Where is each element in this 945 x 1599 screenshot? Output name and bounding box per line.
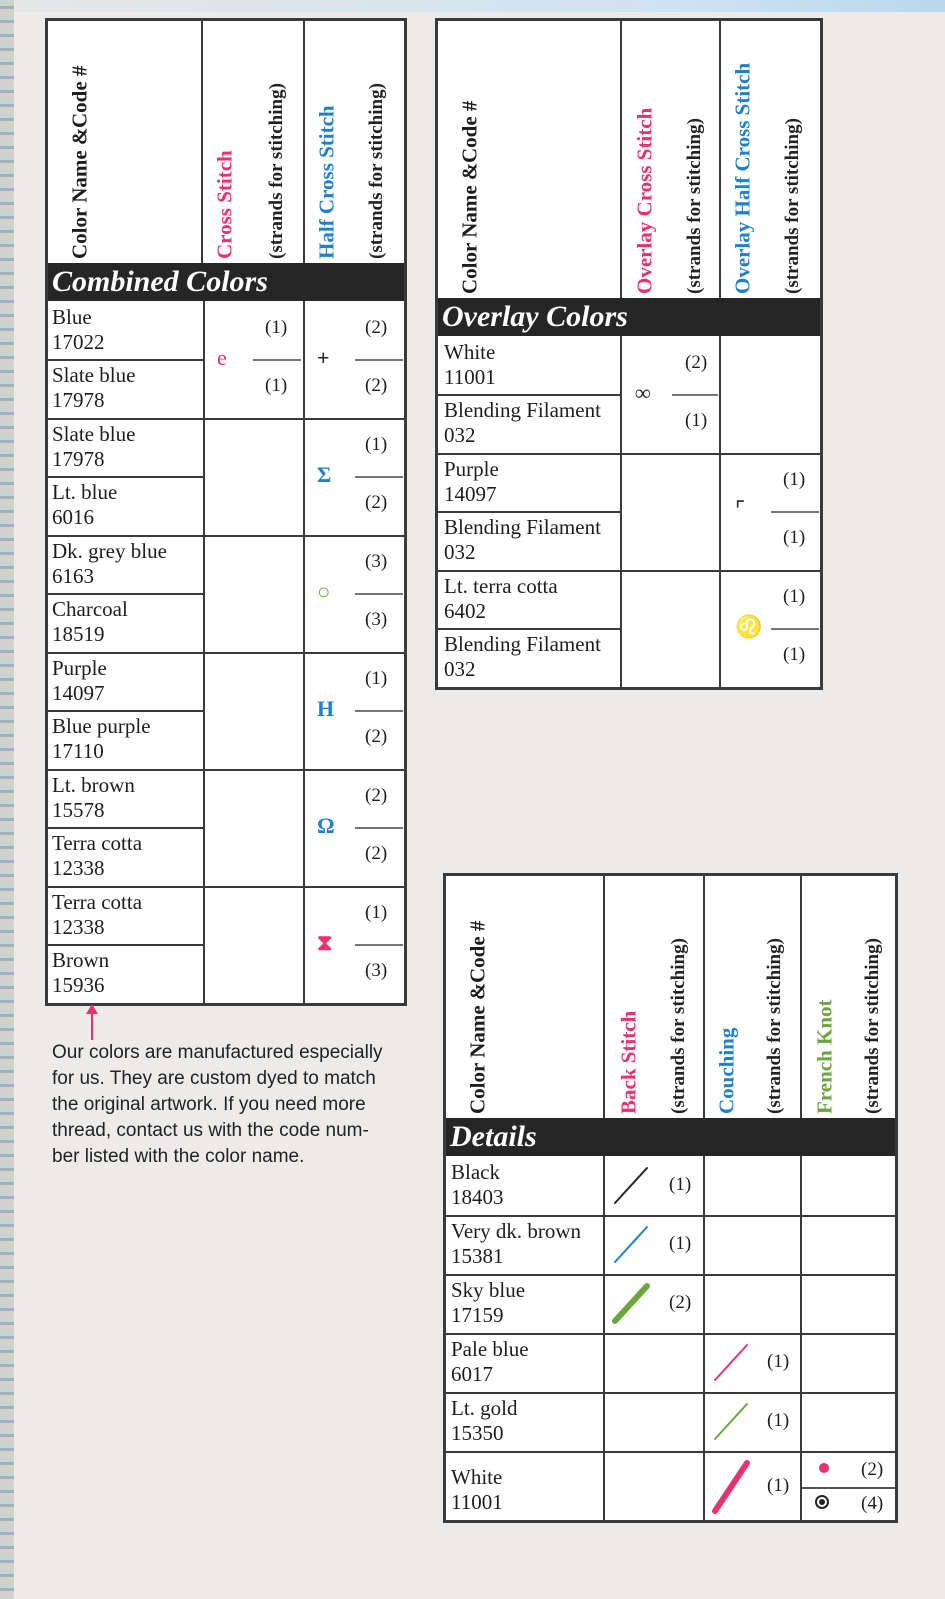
color-code: 14097 xyxy=(444,482,497,506)
strand-count: (2) xyxy=(365,375,388,396)
overlay-colors-title: Overlay Colors xyxy=(438,298,820,336)
color-code: 18519 xyxy=(52,622,105,646)
fraction-line xyxy=(771,511,819,513)
combined-header-cross-stitch: Cross Stitch xyxy=(212,150,237,259)
strand-count: (1) xyxy=(365,668,388,689)
stitch-line-icon xyxy=(709,1451,753,1523)
color-code: 12338 xyxy=(52,915,105,939)
half-cross-stitch-symbol: Σ xyxy=(317,462,332,487)
strand-count: (2) xyxy=(669,1292,692,1313)
name-divider xyxy=(48,827,203,829)
color-name: Black xyxy=(451,1160,500,1184)
color-code: 18403 xyxy=(451,1185,504,1209)
overlay-header-cross-stitch: Overlay Cross Stitch xyxy=(632,107,657,294)
group-divider xyxy=(48,652,404,654)
half-cross-stitch-symbol: ○ xyxy=(317,579,331,604)
arrow-up-icon xyxy=(82,1004,102,1042)
fraction-line xyxy=(355,944,403,946)
stitch-line-icon xyxy=(609,1215,653,1274)
color-code: 6163 xyxy=(52,564,94,588)
row-divider xyxy=(446,1451,895,1453)
strand-count: (2) xyxy=(365,492,388,513)
details-header-name: Color Name & Code # xyxy=(465,920,490,1114)
color-name: Charcoal xyxy=(52,597,128,621)
strand-count: (1) xyxy=(685,410,708,431)
french-knot-ring-center xyxy=(819,1499,825,1505)
strand-count: (2) xyxy=(861,1459,884,1480)
fraction-line xyxy=(355,593,403,595)
color-name: Lt. blue xyxy=(52,480,118,504)
cross-stitch-symbol: e xyxy=(217,345,227,370)
overlay-half-cross-stitch-symbol: ⌜ xyxy=(735,497,746,522)
combined-header-strands-1: (strands for stitching) xyxy=(266,83,287,259)
overlay-colors-table xyxy=(435,18,823,690)
fraction-line xyxy=(355,710,403,712)
fraction-line xyxy=(771,628,819,630)
color-name: Brown xyxy=(52,948,110,972)
color-name: Sky blue xyxy=(451,1278,526,1302)
stitch-line-icon xyxy=(709,1392,753,1451)
fraction-line xyxy=(802,1487,895,1489)
strand-count: (2) xyxy=(365,785,388,806)
strand-count: (2) xyxy=(365,843,388,864)
details-title: Details xyxy=(446,1118,895,1156)
fraction-line xyxy=(355,476,403,478)
combined-header-strands-2: (strands for stitching) xyxy=(366,83,387,259)
strand-count: (4) xyxy=(861,1493,884,1514)
half-cross-stitch-symbol: ⧗ xyxy=(317,930,333,955)
combined-colors-table xyxy=(45,18,407,1006)
color-name: White xyxy=(444,340,496,364)
row-divider xyxy=(446,1392,895,1394)
strand-count: (1) xyxy=(365,902,388,923)
strand-count: (1) xyxy=(669,1174,692,1195)
color-code: 6017 xyxy=(451,1362,493,1386)
color-name: Blue xyxy=(52,305,92,329)
french-knot-ring-icon xyxy=(815,1495,829,1509)
color-code: 032 xyxy=(444,423,476,447)
group-divider xyxy=(438,570,820,572)
strand-count: (1) xyxy=(783,644,806,665)
header-name-line2: Code # xyxy=(67,65,92,128)
color-code: 17159 xyxy=(451,1303,504,1327)
group-divider xyxy=(48,418,404,420)
color-name: Pale blue xyxy=(451,1337,529,1361)
color-code: 12338 xyxy=(52,856,105,880)
name-divider xyxy=(48,476,203,478)
details-header-couching: Couching xyxy=(714,1027,739,1114)
details-header-back-stitch: Back Stitch xyxy=(616,1010,641,1114)
strand-count: (1) xyxy=(365,434,388,455)
color-code: 6016 xyxy=(52,505,94,529)
details-table xyxy=(443,873,898,1523)
overlay-header-half-cross-stitch: Overlay Half Cross Stitch xyxy=(730,62,755,294)
overlay-header-name: Color Name & Code # xyxy=(457,100,482,294)
color-code: 17110 xyxy=(52,739,104,763)
stitch-line-icon xyxy=(609,1274,653,1333)
combined-colors-title: Combined Colors xyxy=(48,263,404,301)
name-divider xyxy=(48,359,203,361)
color-name: Blending Filament xyxy=(444,632,601,656)
color-name: Lt. terra cotta xyxy=(444,574,558,598)
strand-count: (3) xyxy=(365,609,388,630)
strand-count: (1) xyxy=(767,1475,790,1496)
strand-count: (1) xyxy=(783,469,806,490)
strand-count: (1) xyxy=(265,375,288,396)
strand-count: (1) xyxy=(669,1233,692,1254)
color-name: White xyxy=(451,1465,503,1489)
name-divider xyxy=(48,944,203,946)
half-cross-stitch-symbol: H xyxy=(317,696,335,721)
overlay-half-cross-stitch-symbol: ♌ xyxy=(735,614,763,639)
stitch-line-icon xyxy=(609,1156,653,1215)
color-name: Slate blue xyxy=(52,422,136,446)
color-code: 15381 xyxy=(451,1244,504,1268)
details-header-strands-3: (strands for stitching) xyxy=(862,938,883,1114)
name-divider xyxy=(438,394,620,396)
overlay-header-strands-2: (strands for stitching) xyxy=(782,118,803,294)
color-name: Purple xyxy=(444,457,499,481)
color-code: 11001 xyxy=(444,365,496,389)
color-code: 17978 xyxy=(52,388,105,412)
color-name: Lt. gold xyxy=(451,1396,518,1420)
half-cross-stitch-symbol: Ω xyxy=(317,813,335,838)
strand-count: (3) xyxy=(365,960,388,981)
header-name-line1: Color Name & xyxy=(67,127,92,259)
strand-count: (1) xyxy=(767,1410,790,1431)
row-divider xyxy=(446,1215,895,1217)
group-divider xyxy=(48,769,404,771)
fraction-line xyxy=(355,827,403,829)
page-top-edge xyxy=(0,0,945,12)
name-divider xyxy=(438,511,620,513)
name-divider xyxy=(48,593,203,595)
page-binding-edge xyxy=(0,0,14,1599)
color-code: 17022 xyxy=(52,330,105,354)
strand-count: (2) xyxy=(365,726,388,747)
fraction-line xyxy=(672,394,718,396)
strand-count: (2) xyxy=(685,352,708,373)
combined-header-half-cross-stitch: Half Cross Stitch xyxy=(314,105,339,259)
color-name: Slate blue xyxy=(52,363,136,387)
combined-header-name xyxy=(49,24,111,259)
color-code: 17978 xyxy=(52,447,105,471)
color-name: Blending Filament xyxy=(444,515,601,539)
name-divider xyxy=(438,628,620,630)
row-divider xyxy=(446,1333,895,1335)
color-code: 15936 xyxy=(52,973,105,997)
strand-count: (1) xyxy=(783,527,806,548)
color-note: Our colors are manufactured especially for us. They are custom dyed to match the original artwork. If you need more thread, contact us with the code num- ber listed with the color name. xyxy=(52,1042,383,1167)
color-name: Lt. brown xyxy=(52,773,135,797)
color-name: Terra cotta xyxy=(52,890,143,914)
strand-count: (1) xyxy=(767,1351,790,1372)
stitch-line-icon xyxy=(709,1333,753,1392)
color-code: 11001 xyxy=(451,1490,503,1514)
color-code: 6402 xyxy=(444,599,486,623)
french-knot-dot-icon xyxy=(819,1463,829,1473)
fraction-line xyxy=(253,359,301,361)
strand-count: (2) xyxy=(365,317,388,338)
color-code: 032 xyxy=(444,657,476,681)
details-header-strands-2: (strands for stitching) xyxy=(764,938,785,1114)
color-name: Blue purple xyxy=(52,714,151,738)
half-cross-stitch-symbol: + xyxy=(317,345,330,370)
color-code: 032 xyxy=(444,540,476,564)
strand-count: (3) xyxy=(365,551,388,572)
group-divider xyxy=(438,453,820,455)
color-name: Terra cotta xyxy=(52,831,143,855)
color-name: Blending Filament xyxy=(444,398,601,422)
name-divider xyxy=(48,710,203,712)
color-name: Purple xyxy=(52,656,107,680)
strand-count: (1) xyxy=(265,317,288,338)
color-code: 15350 xyxy=(451,1421,504,1445)
color-code: 14097 xyxy=(52,681,105,705)
overlay-header-strands-1: (strands for stitching) xyxy=(684,118,705,294)
strand-count: (1) xyxy=(783,586,806,607)
group-divider xyxy=(48,886,404,888)
fraction-line xyxy=(355,359,403,361)
color-name: Very dk. brown xyxy=(451,1219,582,1243)
details-header-french-knot: French Knot xyxy=(812,999,837,1114)
overlay-cross-stitch-symbol: ∞ xyxy=(635,380,651,405)
details-header-strands-1: (strands for stitching) xyxy=(668,938,689,1114)
group-divider xyxy=(48,535,404,537)
row-divider xyxy=(446,1274,895,1276)
color-code: 15578 xyxy=(52,798,105,822)
color-name: Dk. grey blue xyxy=(52,539,167,563)
